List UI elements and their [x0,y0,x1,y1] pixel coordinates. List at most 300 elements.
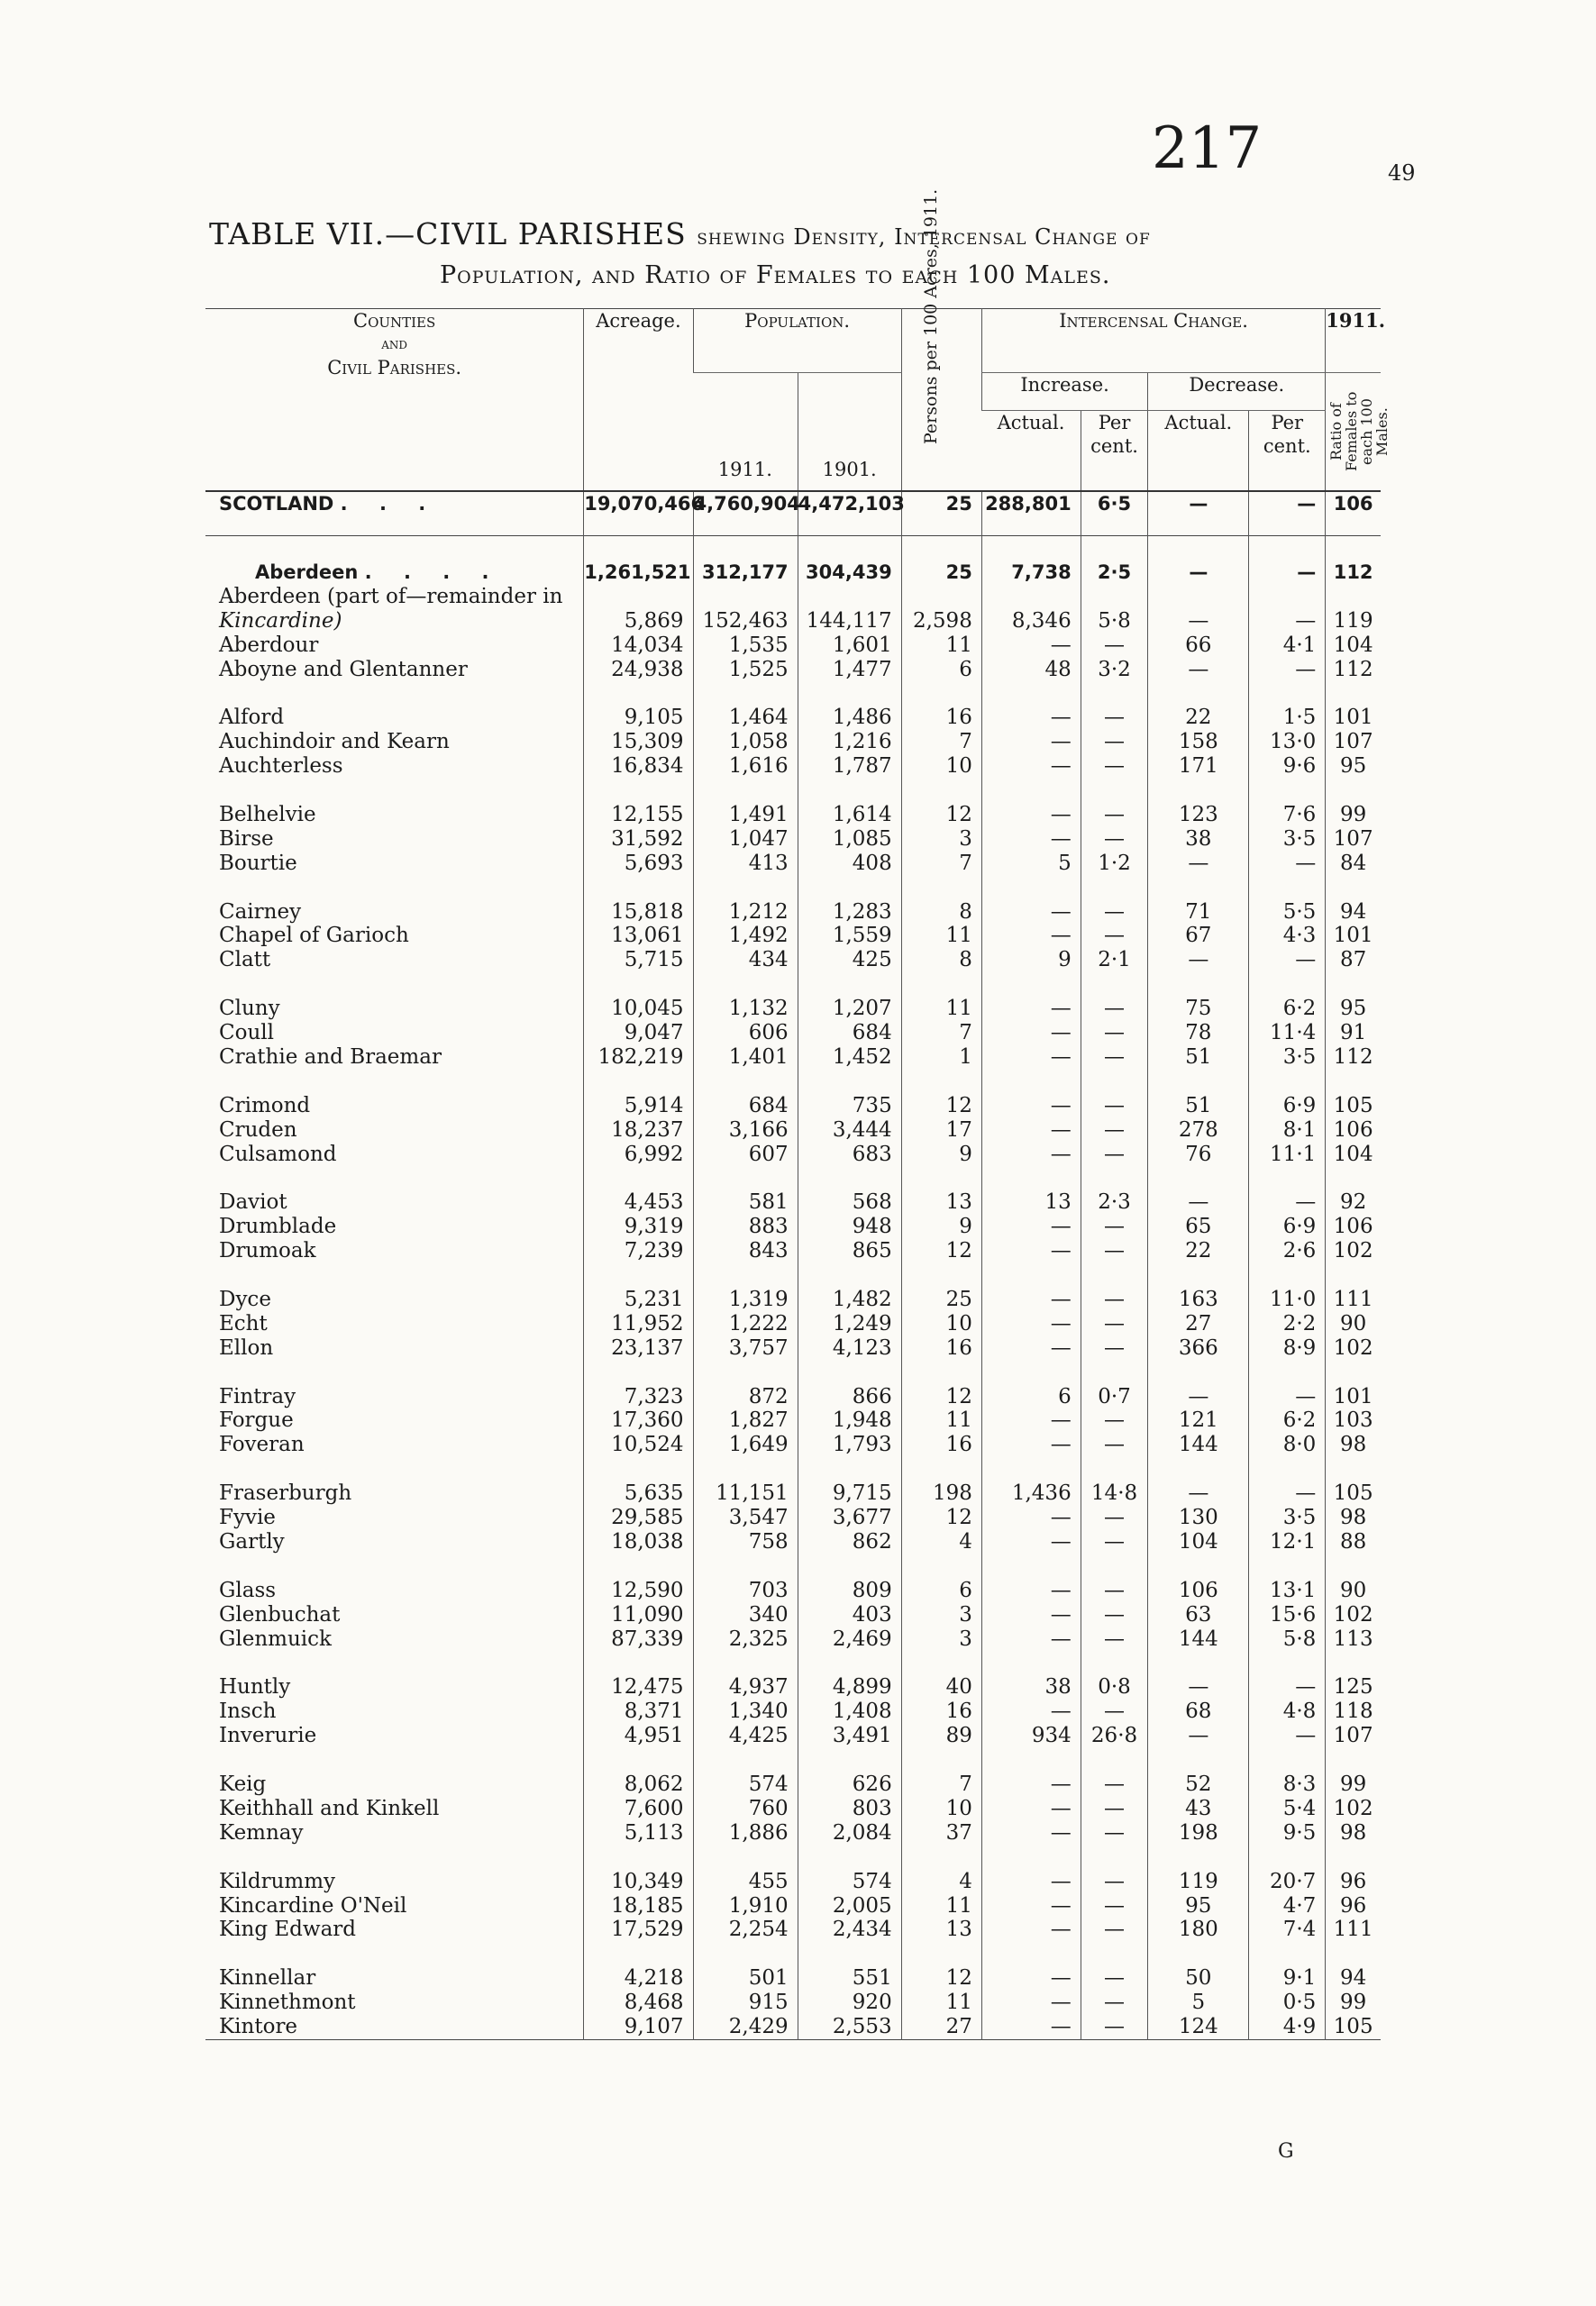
header-population: Population. [693,309,901,373]
acreage: 15,309 [584,730,693,754]
density: 1 [901,1045,981,1070]
female-ratio: 111 [1326,1288,1381,1312]
increase-percent: — [1081,754,1148,779]
table-row [205,658,1381,682]
table-row [205,1773,1381,1797]
increase-actual: 1,436 [981,1481,1081,1506]
acreage: 10,349 [584,1870,693,1894]
increase-percent: 14·8 [1081,1481,1148,1506]
decrease-percent: 8·0 [1249,1433,1326,1457]
pop-1911: 2,254 [693,1918,798,1942]
table-row [205,1627,1381,1652]
county-dec-actual: — [1148,561,1249,585]
increase-actual: — [981,924,1081,948]
increase-actual: 5 [981,852,1081,876]
pop-1911: 501 [693,1966,798,1991]
decrease-percent: — [1249,948,1326,972]
acreage: 12,155 [584,803,693,827]
acreage: 5,869 [584,609,693,633]
decrease-actual: 95 [1148,1894,1249,1919]
pop-1911: 1,047 [693,827,798,852]
female-ratio: 106 [1326,1118,1381,1143]
header-civil-parishes: Civil Parishes. [327,357,462,378]
table-row [205,1433,1381,1457]
female-ratio: 112 [1326,658,1381,682]
group-spacer [205,1942,1381,1966]
header-density-text: Persons per 100 Acres, 1911. [920,188,941,444]
pop-1911: 1,212 [693,900,798,925]
parish-name: Crimond [219,1093,311,1117]
decrease-actual: 66 [1148,633,1249,658]
header-inc-percent: Per cent. [1081,410,1148,491]
pop-1911: 340 [693,1603,798,1627]
scotland-label: SCOTLAND . . . [219,493,439,515]
acreage: 182,219 [584,1045,693,1070]
parish-name: Drumoak [219,1239,316,1263]
density: 12 [901,1506,981,1530]
decrease-actual: — [1148,609,1249,633]
decrease-percent: 6·9 [1249,1215,1326,1239]
increase-actual: — [981,1603,1081,1627]
acreage: 5,231 [584,1288,693,1312]
increase-actual: — [981,1094,1081,1118]
acreage: 5,635 [584,1481,693,1506]
acreage: 18,038 [584,1530,693,1554]
acreage: 14,034 [584,633,693,658]
decrease-actual: — [1148,1675,1249,1700]
parish-name: Fyvie [219,1506,276,1530]
increase-percent: — [1081,706,1148,730]
increase-actual: — [981,730,1081,754]
increase-actual: — [981,1408,1081,1433]
table-row [205,1894,1381,1919]
pop-1911: 843 [693,1239,798,1263]
pop-1911: 760 [693,1797,798,1821]
decrease-percent: 11·0 [1249,1288,1326,1312]
pop-1901: 1,477 [798,658,901,682]
female-ratio: 101 [1326,924,1381,948]
parish-name: Coull [219,1021,274,1045]
female-ratio: 87 [1326,948,1381,972]
table-subtitle-text: Population, and Ratio of Females to each 100 Males. [440,261,1111,289]
density: 11 [901,633,981,658]
pop-1911: 883 [693,1215,798,1239]
table-row [205,1045,1381,1070]
increase-actual: — [981,997,1081,1021]
density: 37 [901,1821,981,1846]
table-row [205,1797,1381,1821]
pop-1911: 703 [693,1579,798,1603]
increase-percent: 26·8 [1081,1724,1148,1748]
table-row [205,827,1381,852]
increase-percent: — [1081,1773,1148,1797]
pop-1901: 2,469 [798,1627,901,1652]
decrease-percent: 4·7 [1249,1894,1326,1919]
acreage: 9,047 [584,1021,693,1045]
increase-actual: — [981,633,1081,658]
decrease-actual: 22 [1148,1239,1249,1263]
parish-name: Kincardine) [219,608,342,633]
table-row [205,633,1381,658]
decrease-percent: 5·8 [1249,1627,1326,1652]
density: 16 [901,1336,981,1361]
county-label: Aberdeen . . . . [255,561,502,583]
parish-name: King Edward [219,1918,357,1942]
decrease-percent: 13·1 [1249,1579,1326,1603]
header-inc-actual: Actual. [981,410,1081,491]
female-ratio: 104 [1326,1143,1381,1167]
group-spacer [205,1263,1381,1288]
pop-1911: 3,757 [693,1336,798,1361]
increase-percent: 2·1 [1081,948,1148,972]
decrease-percent: 8·1 [1249,1118,1326,1143]
increase-percent: — [1081,803,1148,827]
scotland-dec-actual: — [1148,491,1249,536]
female-ratio: 113 [1326,1627,1381,1652]
female-ratio: 107 [1326,730,1381,754]
page-number: 217 [1152,115,1263,182]
table-row [205,730,1381,754]
parish-name: Auchterless [219,754,343,779]
decrease-actual: 124 [1148,2015,1249,2039]
increase-percent: — [1081,1143,1148,1167]
increase-actual: 8,346 [981,609,1081,633]
parish-name: Huntly [219,1675,291,1700]
female-ratio: 106 [1326,1215,1381,1239]
decrease-actual: 104 [1148,1530,1249,1554]
parish-name: Fintray [219,1384,296,1408]
decrease-actual: 158 [1148,730,1249,754]
density: 10 [901,754,981,779]
parish-name: Drumblade [219,1215,337,1239]
scotland-row [205,491,1381,536]
acreage: 13,061 [584,924,693,948]
county-density: 25 [901,561,981,585]
group-spacer [205,1846,1381,1870]
pop-1901: 4,123 [798,1336,901,1361]
increase-percent: 2·3 [1081,1190,1148,1215]
increase-percent: — [1081,827,1148,852]
county-acreage: 1,261,521 [584,561,693,585]
table-row [205,803,1381,827]
pop-1901: 403 [798,1603,901,1627]
pop-1911: 1,910 [693,1894,798,1919]
decrease-actual: 75 [1148,997,1249,1021]
increase-percent: — [1081,1336,1148,1361]
pop-1901: 2,084 [798,1821,901,1846]
acreage: 4,218 [584,1966,693,1991]
decrease-percent: 4·3 [1249,924,1326,948]
parish-name: Fraserburgh [219,1481,352,1506]
pop-1911: 413 [693,852,798,876]
decrease-actual: 78 [1148,1021,1249,1045]
table-row [205,1579,1381,1603]
pop-1911: 607 [693,1143,798,1167]
density: 11 [901,924,981,948]
acreage: 6,992 [584,1143,693,1167]
parish-name: Bourtie [219,851,297,875]
header-pop-1901: 1901. [798,373,901,492]
density: 2,598 [901,609,981,633]
header-intercensal: Intercensal Change. [981,309,1325,373]
pop-1901: 2,434 [798,1918,901,1942]
parish-name: Kinnethmont [219,1991,356,2015]
group-spacer [205,1554,1381,1579]
table-row [205,1408,1381,1433]
increase-actual: — [981,827,1081,852]
female-ratio: 92 [1326,1190,1381,1215]
female-ratio: 104 [1326,633,1381,658]
female-ratio: 118 [1326,1700,1381,1724]
increase-percent: — [1081,900,1148,925]
header-row-1 [205,309,1381,373]
pop-1911: 1,492 [693,924,798,948]
pop-1901: 1,793 [798,1433,901,1457]
pop-1901: 551 [798,1966,901,1991]
table-row [205,1143,1381,1167]
density: 11 [901,1894,981,1919]
increase-actual: 9 [981,948,1081,972]
female-ratio: 102 [1326,1603,1381,1627]
table-row [205,948,1381,972]
decrease-actual: 43 [1148,1797,1249,1821]
parish-name: Keithhall and Kinkell [219,1796,440,1820]
table-row [205,1215,1381,1239]
increase-percent: — [1081,1506,1148,1530]
pop-1901: 803 [798,1797,901,1821]
table-row [205,706,1381,730]
decrease-actual: 52 [1148,1773,1249,1797]
pop-1911: 1,401 [693,1045,798,1070]
increase-actual: — [981,1288,1081,1312]
density: 6 [901,658,981,682]
table-row [205,2015,1381,2039]
density: 7 [901,852,981,876]
header-increase: Increase. [981,373,1148,411]
scotland-acreage: 19,070,466 [584,491,693,536]
pop-1911: 1,525 [693,658,798,682]
table-row [205,1094,1381,1118]
header-counties-and: and [381,335,408,353]
decrease-percent: — [1249,1190,1326,1215]
increase-percent: — [1081,1918,1148,1942]
pop-1911: 1,340 [693,1700,798,1724]
density: 11 [901,1408,981,1433]
decrease-percent: 8·9 [1249,1336,1326,1361]
group-spacer [205,1652,1381,1676]
pop-1901: 144,117 [798,609,901,633]
decrease-actual: 22 [1148,706,1249,730]
pop-1901: 1,482 [798,1288,901,1312]
increase-actual: — [981,1773,1081,1797]
acreage: 7,600 [584,1797,693,1821]
female-ratio: 99 [1326,803,1381,827]
density: 25 [901,1288,981,1312]
header-dec-percent: Per cent. [1249,410,1326,491]
increase-percent: — [1081,1118,1148,1143]
acreage: 8,371 [584,1700,693,1724]
increase-actual: 13 [981,1190,1081,1215]
pop-1911: 872 [693,1385,798,1409]
decrease-actual: 5 [1148,1991,1249,2015]
table-row [205,1918,1381,1942]
increase-percent: 0·7 [1081,1385,1148,1409]
increase-percent: — [1081,924,1148,948]
increase-percent: 0·8 [1081,1675,1148,1700]
pop-1911: 3,166 [693,1118,798,1143]
increase-percent: — [1081,633,1148,658]
decrease-actual: 50 [1148,1966,1249,1991]
increase-percent: — [1081,1433,1148,1457]
pop-1911: 3,547 [693,1506,798,1530]
acreage: 29,585 [584,1506,693,1530]
table-row [205,1239,1381,1263]
decrease-actual: — [1148,1481,1249,1506]
decrease-actual: — [1148,852,1249,876]
decrease-actual: 144 [1148,1627,1249,1652]
decrease-percent: 9·6 [1249,754,1326,779]
acreage: 5,715 [584,948,693,972]
female-ratio: 99 [1326,1773,1381,1797]
county-inc-percent: 2·5 [1081,561,1148,585]
increase-percent: — [1081,1094,1148,1118]
increase-percent: — [1081,1627,1148,1652]
acreage: 7,323 [584,1385,693,1409]
parish-rows [205,585,1381,2040]
increase-actual: — [981,1143,1081,1167]
pop-1901: 684 [798,1021,901,1045]
female-ratio: 105 [1326,1094,1381,1118]
increase-percent: — [1081,1288,1148,1312]
table-title-main: TABLE VII.—CIVIL PARISHES [209,216,687,251]
female-ratio: 107 [1326,1724,1381,1748]
pop-1911: 1,886 [693,1821,798,1846]
increase-percent: — [1081,1821,1148,1846]
female-ratio: 96 [1326,1870,1381,1894]
density: 4 [901,1870,981,1894]
table-row [205,1288,1381,1312]
header-ratio-text: Ratio of Females to each 100 Males. [1327,391,1391,472]
decrease-actual: — [1148,1190,1249,1215]
density: 6 [901,1579,981,1603]
scotland-density: 25 [901,491,981,536]
group-spacer [205,1166,1381,1190]
increase-percent: 1·2 [1081,852,1148,876]
decrease-actual: — [1148,948,1249,972]
scotland-pop-1911: 4,760,904 [693,491,798,536]
pop-1911: 574 [693,1773,798,1797]
decrease-actual: 67 [1148,924,1249,948]
header-pop-1911: 1911. [693,373,798,492]
parish-name: Alford [219,706,285,730]
decrease-percent: 7·4 [1249,1918,1326,1942]
density: 16 [901,1433,981,1457]
table-row [205,1190,1381,1215]
pop-1911: 2,325 [693,1627,798,1652]
table-row [205,1675,1381,1700]
decrease-actual: 180 [1148,1918,1249,1942]
pop-1901: 1,559 [798,924,901,948]
group-spacer [205,1361,1381,1385]
density: 12 [901,1385,981,1409]
decrease-actual: 198 [1148,1821,1249,1846]
increase-actual: — [981,1821,1081,1846]
increase-percent: — [1081,1021,1148,1045]
county-pop-1901: 304,439 [798,561,901,585]
pop-1901: 1,948 [798,1408,901,1433]
density: 10 [901,1797,981,1821]
decrease-percent: 12·1 [1249,1530,1326,1554]
density: 89 [901,1724,981,1748]
decrease-actual: 123 [1148,803,1249,827]
decrease-percent: 15·6 [1249,1603,1326,1627]
parish-name: Cruden [219,1117,297,1142]
increase-actual: — [981,2015,1081,2039]
parish-name: Crathie and Braemar [219,1044,442,1069]
increase-actual: — [981,1239,1081,1263]
decrease-actual: 163 [1148,1288,1249,1312]
density: 3 [901,1603,981,1627]
parish-name: Kildrummy [219,1869,336,1893]
decrease-actual: 76 [1148,1143,1249,1167]
density: 12 [901,1094,981,1118]
female-ratio: 96 [1326,1894,1381,1919]
decrease-percent: 7·6 [1249,803,1326,827]
group-spacer [205,972,1381,997]
group-spacer [205,681,1381,706]
table-row [205,1870,1381,1894]
decrease-percent: — [1249,1481,1326,1506]
decrease-percent: 2·6 [1249,1239,1326,1263]
parish-name: Kincardine O'Neil [219,1893,407,1918]
decrease-percent: 9·5 [1249,1821,1326,1846]
density: 10 [901,1312,981,1336]
pop-1911: 1,058 [693,730,798,754]
female-ratio: 91 [1326,1021,1381,1045]
decrease-actual: 144 [1148,1433,1249,1457]
decrease-percent: 0·5 [1249,1991,1326,2015]
increase-actual: 6 [981,1385,1081,1409]
parish-name: Belhelvie [219,802,316,826]
density: 8 [901,948,981,972]
acreage: 24,938 [584,658,693,682]
increase-actual: — [981,1215,1081,1239]
acreage: 18,237 [584,1118,693,1143]
county-row [205,561,1381,585]
pop-1901: 1,601 [798,633,901,658]
acreage: 5,914 [584,1094,693,1118]
density: 16 [901,706,981,730]
decrease-actual: 121 [1148,1408,1249,1433]
scotland-pop-1901: 4,472,103 [798,491,901,536]
acreage: 87,339 [584,1627,693,1652]
acreage: 31,592 [584,827,693,852]
parish-name: Keig [219,1773,267,1797]
decrease-percent: 11·4 [1249,1021,1326,1045]
acreage: 8,062 [584,1773,693,1797]
table-row [205,1724,1381,1748]
parish-name: Foveran [219,1433,305,1457]
increase-actual: — [981,1433,1081,1457]
table-row [205,1821,1381,1846]
increase-actual: — [981,1045,1081,1070]
increase-percent: — [1081,1894,1148,1919]
acreage: 17,360 [584,1408,693,1433]
increase-percent: 5·8 [1081,609,1148,633]
table-row [205,1506,1381,1530]
density: 9 [901,1215,981,1239]
group-spacer [205,876,1381,900]
